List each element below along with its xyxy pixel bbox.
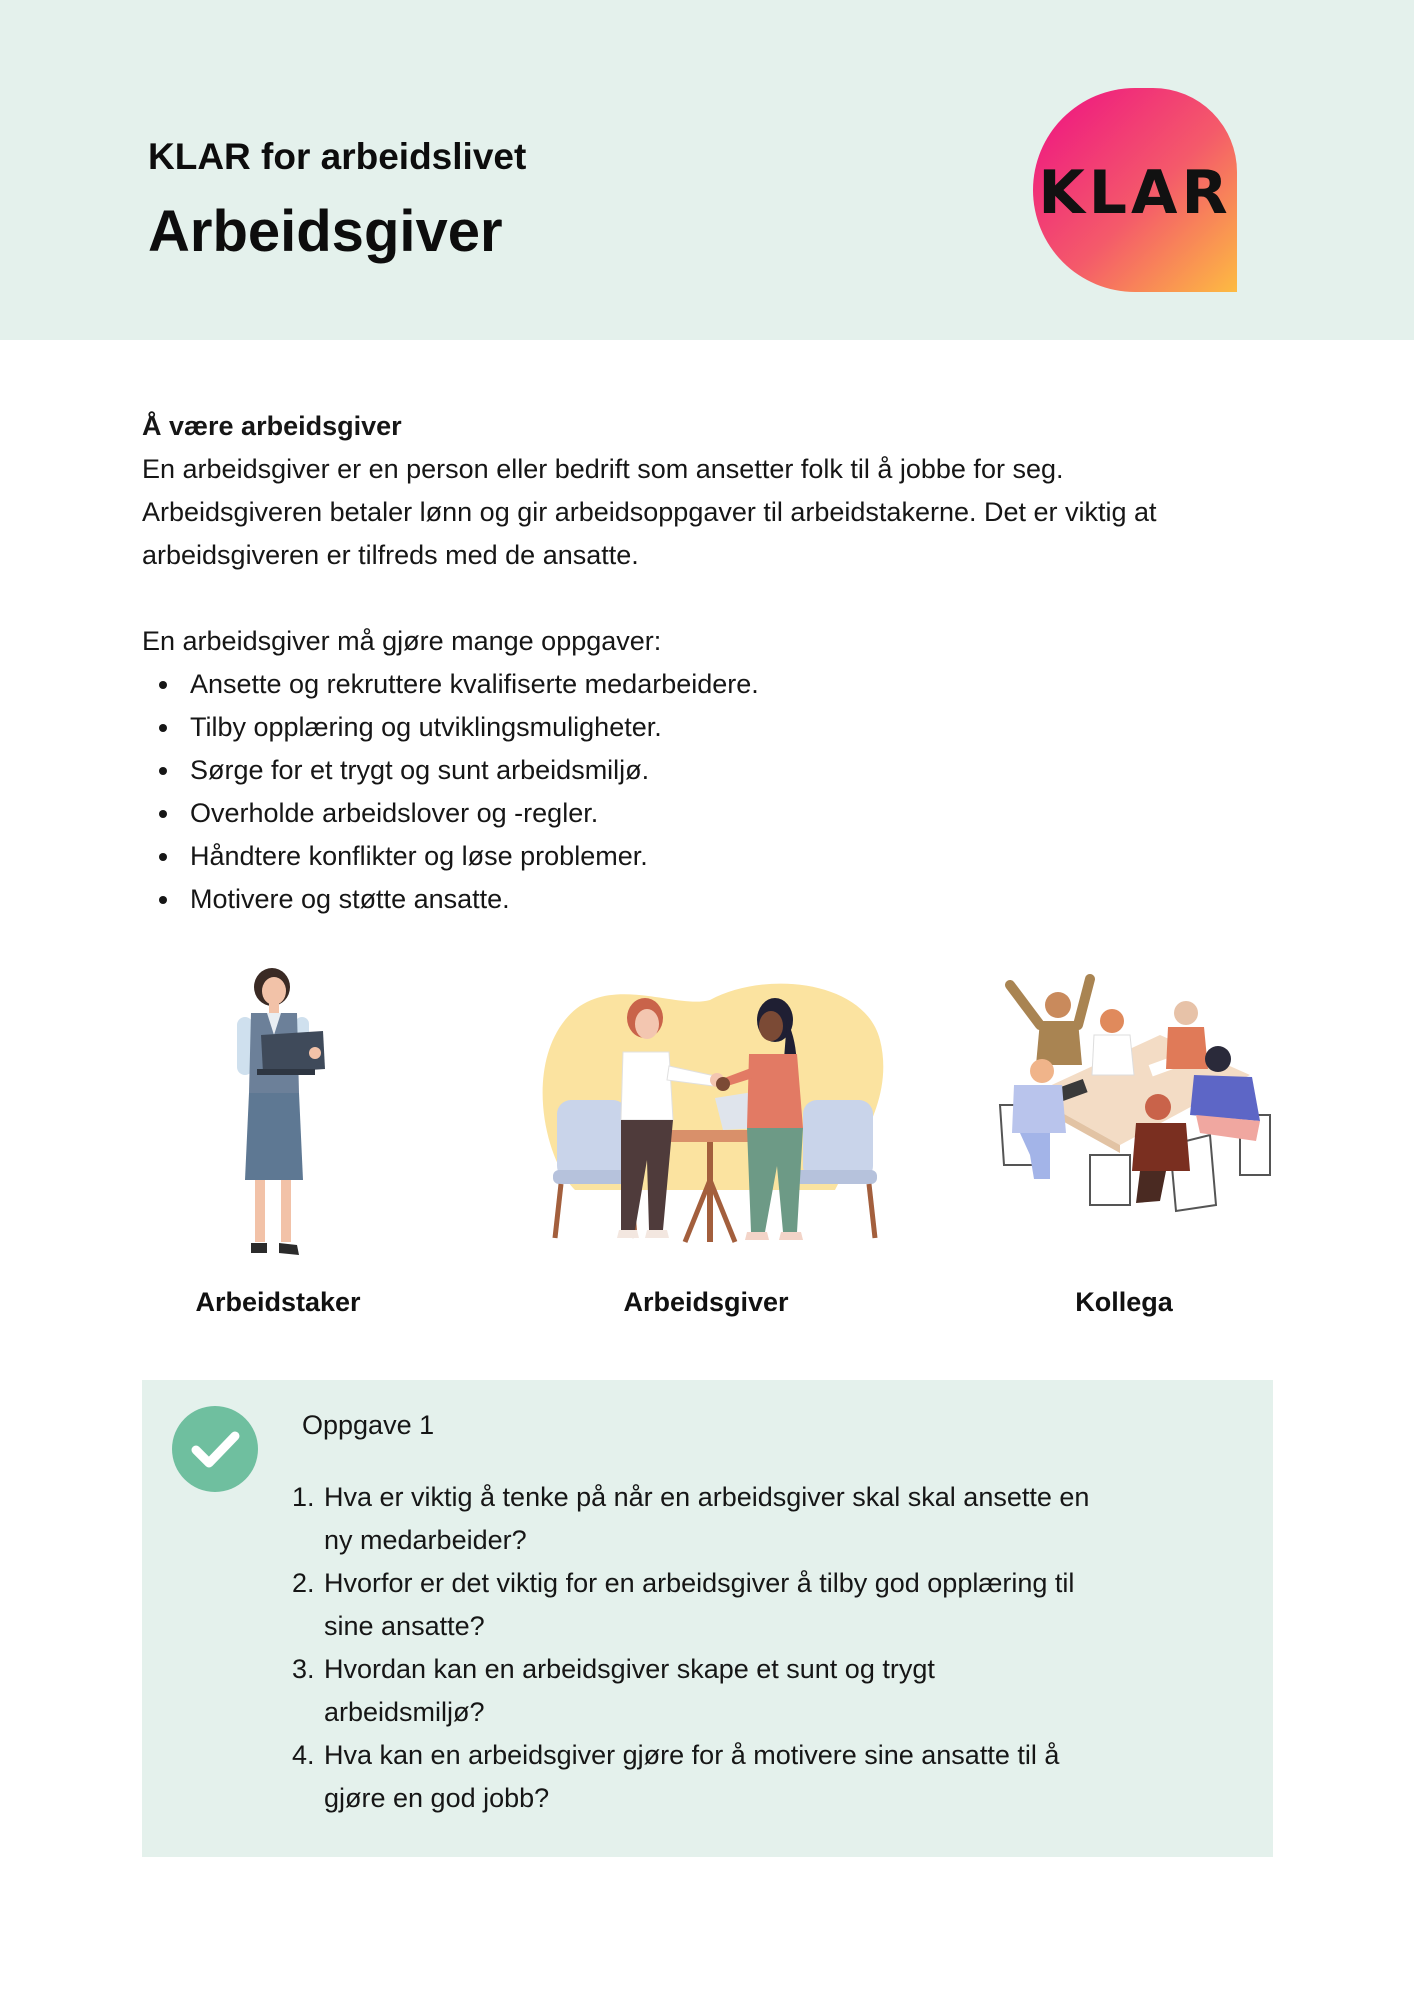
- question-line: ny medarbeider?: [324, 1525, 527, 1555]
- handshake-illustration: [535, 980, 885, 1260]
- list-item: Tilby opplæring og utviklingsmuligheter.: [142, 706, 1282, 749]
- question-line: arbeidsmiljø?: [324, 1697, 485, 1727]
- klar-logo: [1033, 88, 1237, 292]
- tasks-lead: En arbeidsgiver må gjøre mange oppgaver:: [142, 626, 662, 656]
- question-line: Hva er viktig å tenke på når en arbeidsgiver skal skal ansette en: [324, 1482, 1090, 1512]
- question-number: 2.: [292, 1568, 315, 1598]
- page-title: Arbeidsgiver: [148, 199, 503, 264]
- intro-heading: Å være arbeidsgiver: [142, 411, 402, 441]
- task-title: Oppgave 1: [302, 1410, 435, 1440]
- list-item: Håndtere konflikter og løse problemer.: [142, 835, 1282, 878]
- logo-text: KLAR: [1038, 158, 1232, 228]
- list-item: [292, 1648, 1172, 1734]
- figure-caption: Arbeidsgiver: [623, 1287, 789, 1317]
- list-item: Motivere og støtte ansatte.: [142, 878, 1282, 921]
- list-item: Ansette og rekruttere kvalifiserte medarbeidere.: [142, 663, 1282, 706]
- figure-caption: Kollega: [1075, 1287, 1173, 1317]
- intro-section: [142, 405, 1282, 921]
- intro-line: En arbeidsgiver er en person eller bedrift som ansetter folk til å jobbe for seg.: [142, 454, 1064, 484]
- question-line: Hvordan kan en arbeidsgiver skape et sunt og trygt: [324, 1654, 935, 1684]
- question-line: sine ansatte?: [324, 1611, 485, 1641]
- check-icon: [172, 1406, 258, 1492]
- intro-line: Arbeidsgiveren betaler lønn og gir arbeidsoppgaver til arbeidstakerne. Det er viktig at: [142, 497, 1157, 527]
- figure-caption: Arbeidstaker: [195, 1287, 361, 1317]
- question-list: [292, 1476, 1172, 1820]
- employee-illustration: [225, 965, 335, 1260]
- list-item: Overholde arbeidslover og -regler.: [142, 792, 1282, 835]
- question-line: Hvorfor er det viktig for en arbeidsgiver å tilby god opplæring til: [324, 1568, 1075, 1598]
- question-line: Hva kan en arbeidsgiver gjøre for å motivere sine ansatte til å: [324, 1740, 1060, 1770]
- intro-line: arbeidsgiveren er tilfreds med de ansatte.: [142, 540, 639, 570]
- duties-list: [142, 663, 1282, 921]
- series-title: KLAR for arbeidslivet: [148, 136, 527, 177]
- list-item: [292, 1734, 1172, 1820]
- question-number: 1.: [292, 1482, 315, 1512]
- list-item: [292, 1562, 1172, 1648]
- question-line: gjøre en god jobb?: [324, 1783, 550, 1813]
- list-item: Sørge for et trygt og sunt arbeidsmiljø.: [142, 749, 1282, 792]
- header-band: [0, 0, 1414, 340]
- question-number: 3.: [292, 1654, 315, 1684]
- meeting-illustration: [990, 965, 1275, 1220]
- task-box: [142, 1380, 1273, 1857]
- question-number: 4.: [292, 1740, 315, 1770]
- list-item: [292, 1476, 1172, 1562]
